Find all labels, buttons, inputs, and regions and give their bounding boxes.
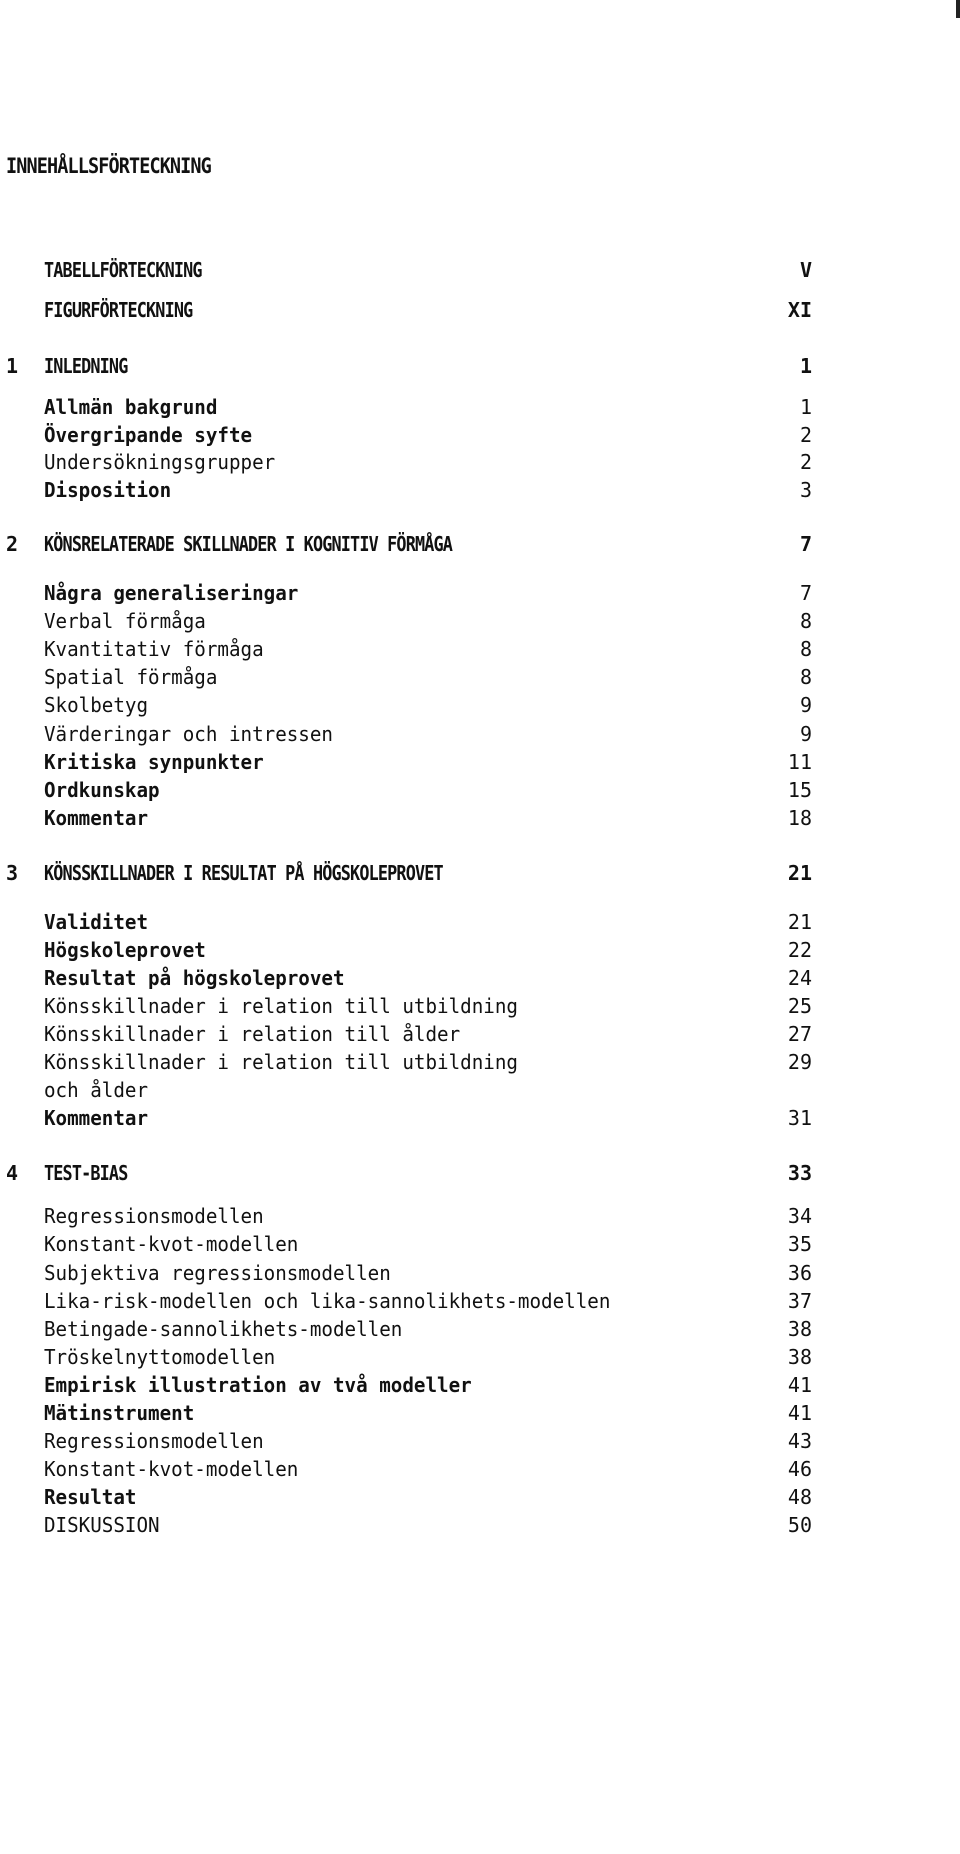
toc-entry — [0, 1048, 960, 1076]
entry-title: Könsskillnader i relation till ålder — [44, 1022, 461, 1046]
page-number: 9 — [799, 722, 812, 746]
entry-title: Lika-risk-modellen och lika-sannolikhets-modellen — [44, 1289, 611, 1313]
page-number: 41 — [787, 1373, 812, 1397]
toc-entry — [0, 421, 960, 449]
page-number: 48 — [787, 1485, 812, 1509]
entry-title: Övergripande syfte — [44, 423, 253, 447]
entry-title: Regressionsmodellen — [44, 1204, 264, 1228]
page-number: 50 — [787, 1513, 812, 1537]
toc-entry — [0, 1230, 960, 1258]
page-number: 36 — [787, 1261, 812, 1285]
page-number: 7 — [799, 581, 812, 605]
entry-title: och ålder — [44, 1078, 149, 1102]
toc-heading — [0, 352, 960, 380]
chapter-number: 1 — [6, 354, 19, 378]
toc-entry — [0, 691, 960, 719]
page-number: 8 — [799, 609, 812, 633]
page-number: 18 — [787, 806, 812, 830]
entry-title: Regressionsmodellen — [44, 1429, 264, 1453]
page-number: 21 — [787, 861, 812, 885]
page-number: 37 — [787, 1289, 812, 1313]
entry-title: TABELLFÖRTECKNING — [44, 258, 202, 282]
entry-title: Högskoleprovet — [44, 938, 206, 962]
entry-title: KÖNSSKILLNADER I RESULTAT PÅ HÖGSKOLEPROVET — [44, 861, 443, 885]
toc-entry — [0, 1483, 960, 1511]
toc-entry — [0, 1076, 960, 1104]
entry-title: DISKUSSION — [44, 1513, 160, 1537]
page-number: V — [799, 258, 812, 282]
entry-title: Resultat på högskoleprovet — [44, 966, 345, 990]
page-number: 24 — [787, 966, 812, 990]
entry-title: Undersökningsgrupper — [44, 450, 276, 474]
entry-title: Könsskillnader i relation till utbildning — [44, 994, 518, 1018]
page-number: 29 — [787, 1050, 812, 1074]
entry-title: Kritiska synpunkter — [44, 750, 264, 774]
entry-title: FIGURFÖRTECKNING — [44, 298, 193, 322]
page-number: 15 — [787, 778, 812, 802]
entry-title: Några generaliseringar — [44, 581, 299, 605]
page-number: 34 — [787, 1204, 812, 1228]
entry-title: Spatial förmåga — [44, 665, 218, 689]
toc-entry — [0, 1287, 960, 1315]
page-number: 46 — [787, 1457, 812, 1481]
page-number: 11 — [787, 750, 812, 774]
toc-entry — [0, 776, 960, 804]
entry-title: Kommentar — [44, 1106, 149, 1130]
toc-entry — [0, 393, 960, 421]
entry-title: Disposition — [44, 478, 172, 502]
toc-entry — [0, 579, 960, 607]
entry-title: Kommentar — [44, 806, 149, 830]
toc-entry — [0, 476, 960, 504]
page-number: 7 — [799, 532, 812, 556]
page-number: 38 — [787, 1317, 812, 1341]
toc-entry — [0, 448, 960, 476]
toc-entry — [0, 1427, 960, 1455]
entry-title: INLEDNING — [44, 354, 128, 378]
page-number: 21 — [787, 910, 812, 934]
scan-edge-mark — [956, 0, 960, 18]
entry-title: Könsskillnader i relation till utbildning — [44, 1050, 518, 1074]
page-number: 8 — [799, 665, 812, 689]
toc-entry — [0, 1455, 960, 1483]
entry-title: Validitet — [44, 910, 149, 934]
toc-entry — [0, 964, 960, 992]
page-number: 22 — [787, 938, 812, 962]
toc-heading — [0, 859, 960, 887]
toc-entry — [0, 720, 960, 748]
entry-title: Tröskelnyttomodellen — [44, 1345, 276, 1369]
toc-heading — [0, 256, 960, 284]
page-number: 27 — [787, 1022, 812, 1046]
toc-entry — [0, 1259, 960, 1287]
toc-heading — [0, 530, 960, 558]
page-number: 2 — [799, 450, 812, 474]
toc-entry — [0, 1371, 960, 1399]
entry-title: Konstant-kvot-modellen — [44, 1457, 299, 1481]
page-number: 9 — [799, 693, 812, 717]
entry-title: Empirisk illustration av två modeller — [44, 1373, 472, 1397]
page-number: 33 — [787, 1161, 812, 1185]
entry-title: Betingade-sannolikhets-modellen — [44, 1317, 403, 1341]
entry-title: TEST-BIAS — [44, 1161, 128, 1185]
page-title: INNEHÅLLSFÖRTECKNING — [6, 154, 211, 178]
page-number: 35 — [787, 1232, 812, 1256]
entry-title: Mätinstrument — [44, 1401, 195, 1425]
chapter-number: 4 — [6, 1161, 19, 1185]
toc-entry — [0, 1202, 960, 1230]
entry-title: Allmän bakgrund — [44, 395, 218, 419]
page-number: 41 — [787, 1401, 812, 1425]
entry-title: KÖNSRELATERADE SKILLNADER I KOGNITIV FÖRMÅGA — [44, 532, 453, 556]
page-number: 1 — [799, 354, 812, 378]
page-number: 2 — [799, 423, 812, 447]
entry-title: Ordkunskap — [44, 778, 160, 802]
toc-entry — [0, 607, 960, 635]
page-number: 25 — [787, 994, 812, 1018]
entry-title: Kvantitativ förmåga — [44, 637, 264, 661]
toc-entry — [0, 1020, 960, 1048]
toc-entry — [0, 748, 960, 776]
toc-entry — [0, 804, 960, 832]
page-number: 38 — [787, 1345, 812, 1369]
entry-title: Konstant-kvot-modellen — [44, 1232, 299, 1256]
toc-entry — [0, 1511, 960, 1539]
entry-title: Skolbetyg — [44, 693, 149, 717]
chapter-number: 3 — [6, 861, 19, 885]
toc-entry — [0, 992, 960, 1020]
page-number: 3 — [799, 478, 812, 502]
page-number: XI — [787, 298, 812, 322]
toc-entry — [0, 1315, 960, 1343]
toc-heading — [0, 1159, 960, 1187]
toc-entry — [0, 635, 960, 663]
entry-title: Resultat — [44, 1485, 137, 1509]
entry-title: Subjektiva regressionsmodellen — [44, 1261, 391, 1285]
toc-heading — [0, 296, 960, 324]
page-number: 43 — [787, 1429, 812, 1453]
chapter-number: 2 — [6, 532, 19, 556]
page-number: 31 — [787, 1106, 812, 1130]
page-number: 1 — [799, 395, 812, 419]
toc-entry — [0, 908, 960, 936]
entry-title: Verbal förmåga — [44, 609, 206, 633]
toc-entry — [0, 1343, 960, 1371]
toc-entry — [0, 1399, 960, 1427]
toc-entry — [0, 1104, 960, 1132]
toc-entry — [0, 663, 960, 691]
toc-entry — [0, 936, 960, 964]
entry-title: Värderingar och intressen — [44, 722, 333, 746]
page-number: 8 — [799, 637, 812, 661]
